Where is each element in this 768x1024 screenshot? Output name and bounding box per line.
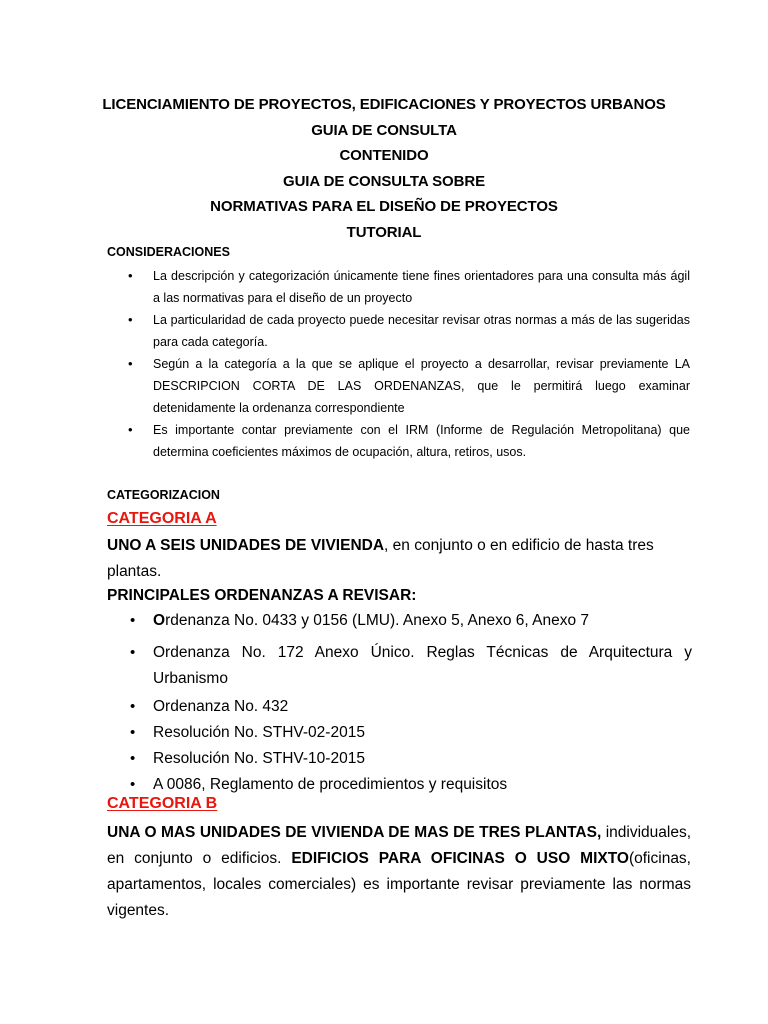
categoria-a-description: UNO A SEIS UNIDADES DE VIVIENDA, en conjunto o en edificio de hasta tres plantas. [107,537,654,580]
bullet-icon: • [130,612,136,629]
list-item: • La particularidad de cada proyecto puede necesitar revisar otras normas a más de las sugeridas para cada categoría. [128,309,690,353]
categoria-b-description: UNA O MAS UNIDADES DE VIVIENDA DE MAS DE TRES PLANTAS, individuales, en conjunto o edificios. EDIFICIOS PARA OFICINAS O USO MIXTO(oficinas, apartamentos, locales comerciales) es importante revisar previamente las normas vigentes. [107,824,692,919]
bullet-icon: • [130,724,136,741]
list-item: • Ordenanza No. 432 [130,694,692,720]
subtitle-contenido: CONTENIDO [339,147,429,164]
ordenanzas-heading: PRINCIPALES ORDENANZAS A REVISAR: [107,587,417,604]
categoria-a-heading: CATEGORIA A [107,510,217,527]
bullet-icon: • [130,750,136,767]
bullet-icon: • [130,644,136,661]
main-title: LICENCIAMIENTO DE PROYECTOS, EDIFICACIONES Y PROYECTOS URBANOS [102,96,666,113]
list-item: • Es importante contar previamente con el IRM (Informe de Regulación Metropolitana) que determina coeficientes máximos de ocupación, altura, retiros, usos. [128,419,690,463]
ordenanzas-list [130,608,692,798]
subtitle-guia-sobre: GUIA DE CONSULTA SOBRE [283,172,485,190]
consideraciones-list [128,265,690,463]
list-item: • Resolución No. STHV-10-2015 [130,746,692,772]
list-item: • Según a la categoría a la que se aplique el proyecto a desarrollar, revisar previamente LA DESCRIPCION CORTA DE LAS ORDENANZAS, que le permitirá luego examinar detenidamente la ordenanza correspondiente [128,353,690,419]
bullet-icon: • [128,422,133,437]
bullet-icon: • [128,312,133,327]
bullet-icon: • [130,698,136,715]
bullet-icon: • [130,776,136,793]
list-item: • Resolución No. STHV-02-2015 [130,720,692,746]
consideraciones-heading: CONSIDERACIONES [107,245,230,259]
list-item: • Ordenanza No. 172 Anexo Único. Reglas Técnicas de Arquitectura y Urbanismo [130,640,692,692]
categoria-b-heading: CATEGORIA B [107,795,218,812]
subtitle-guia: GUIA DE CONSULTA [311,121,457,139]
list-item: • A 0086, Reglamento de procedimientos y requisitos [130,772,692,798]
subtitle-tutorial: TUTORIAL [346,223,422,241]
title-block [0,92,768,245]
list-item: • La descripción y categorización únicamente tiene fines orientadores para una consulta más ágil a las normativas para el diseño de un proyecto [128,265,690,309]
subtitle-normativas: NORMATIVAS PARA EL DISEÑO DE PROYECTOS [210,198,558,215]
categorizacion-heading: CATEGORIZACION [107,488,220,502]
bullet-icon: • [128,268,133,283]
bullet-icon: • [128,356,133,371]
list-item: • Ordenanza No. 0433 y 0156 (LMU). Anexo 5, Anexo 6, Anexo 7 [130,608,692,634]
